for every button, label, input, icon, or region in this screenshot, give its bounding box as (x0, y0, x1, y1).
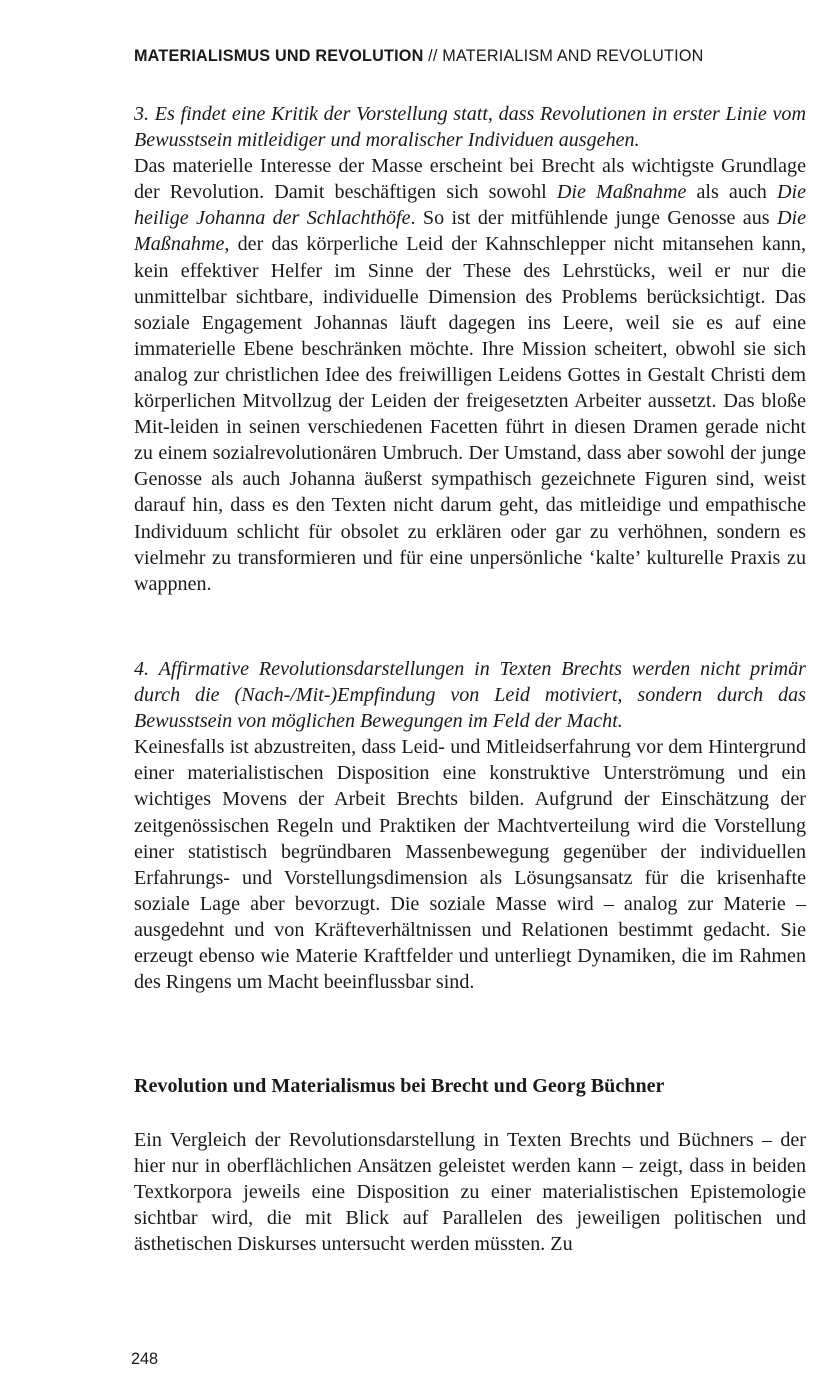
running-header (134, 47, 814, 66)
section-paragraph: Ein Vergleich der Revolutionsdarstellung in Texten Brechts und Büchners – der hier nur in oberflächlichen Ansätzen geleistet werden kann – zeigt, dass in beiden Textkorpora jeweils eine Disposition zu einer materialistischen Epistemologie sichtbar wird, die mit Blick auf Parallelen des jeweiligen politischen und ästhetischen Diskurses untersucht werden müssten. Zu (134, 1129, 806, 1256)
running-header-separator: // (423, 47, 443, 65)
section-block (134, 1127, 806, 1257)
work-title-massnahme-2: Die Maßnahme (134, 207, 806, 256)
thesis-3-text-3: . So ist der mitfühlende junge Genosse aus (410, 207, 777, 230)
thesis-3-text-1: Das materielle Interesse der Masse erscheint bei Brecht als wichtigste Grundlage der Revolution. Damit beschäftigen sich sowohl (134, 155, 806, 204)
thesis-4-block (134, 656, 806, 995)
thesis-4-paragraph: Keinesfalls ist abzustreiten, dass Leid- und Mitleidserfahrung vor dem Hintergrund einer materialistischen Disposition eine konstruktive Unterströmung und ein wichtiges Movens der Arbeit Brechts bilden. Aufgrund der Einschätzung der zeitgenössischen Regeln und Praktiken der Machtverteilung wird die Vorstellung einer statistisch begründbaren Massenbewegung gegenüber der individuellen Erfahrungs- und Vorstellungsdimension als Lösungsansatz für die krisenhafte soziale Lage aber bevorzugt. Die soziale Masse wird – analog zur Materie – ausgedehnt und von Kräfteverhältnissen und Relationen bestimmt gedacht. Sie erzeugt ebenso wie Materie Kraftfelder und unterliegt Dynamiken, die im Rahmen des Ringens um Macht beeinflussbar sind. (134, 736, 806, 994)
thesis-3-text-4: , der das körperliche Leid der Kahnschlepper nicht mitansehen kann, kein effektiver Helfer im Sinne der These des Lehrstücks, weil er nur die unmittelbar sichtbare, individuelle Dimension des Problems berücksichtigt. Das soziale Engagement Johannas läuft dagegen ins Leere, weil sie es auf eine immaterielle Ebene beschränken möchte. Ihre Mission scheitert, obwohl sie sich analog zur christlichen Idee des freiwilligen Leidens Gottes in Gestalt Christi dem körperlichen Mitvollzug der Leiden der freigesetzten Arbeiter aussetzt. Das bloße Mit-leiden in seinen verschiedenen Facetten führt in diesen Dramen gerade nicht zu einem sozialrevolutionären Umbruch. Der Umstand, dass aber sowohl der junge Genosse als auch Johanna äußerst sympathisch gezeichnete Figuren sind, weist darauf hin, dass es den Texten nicht darum geht, das mitleidige und empathische Individuum schlicht für obsolet zu erklären oder gar zu verhöhnen, sondern es vielmehr zu transformieren und für eine unpersönliche ‘kalte’ kulturelle Praxis zu wappnen. (134, 233, 806, 595)
running-header-english: MATERIALISM AND REVOLUTION (442, 47, 704, 65)
thesis-3-block (134, 101, 806, 597)
thesis-3-text-2: als auch (686, 181, 777, 204)
section-heading: Revolution und Materialismus bei Brecht und Georg Büchner (134, 1075, 665, 1097)
running-header-german: MATERIALISMUS UND REVOLUTION (134, 47, 424, 65)
thesis-3-heading: 3. Es findet eine Kritik der Vorstellung statt, dass Revolutionen in erster Linie vom Bewusstsein mitleidiger und moralischer Individuen ausgehen. (134, 103, 806, 152)
page-number: 248 (131, 1350, 159, 1368)
work-title-johanna: Die heilige Johanna der Schlachthöfe (134, 181, 806, 230)
thesis-3-paragraph (134, 153, 806, 597)
work-title-massnahme: Die Maßnahme (556, 181, 687, 204)
thesis-4-heading: 4. Affirmative Revolutionsdarstellungen in Texten Brechts werden nicht primär durch die (Nach-/Mit-)Empfindung von Leid motiviert, sondern durch das Bewusstsein von möglichen Bewegungen im Feld der Macht. (134, 658, 806, 733)
